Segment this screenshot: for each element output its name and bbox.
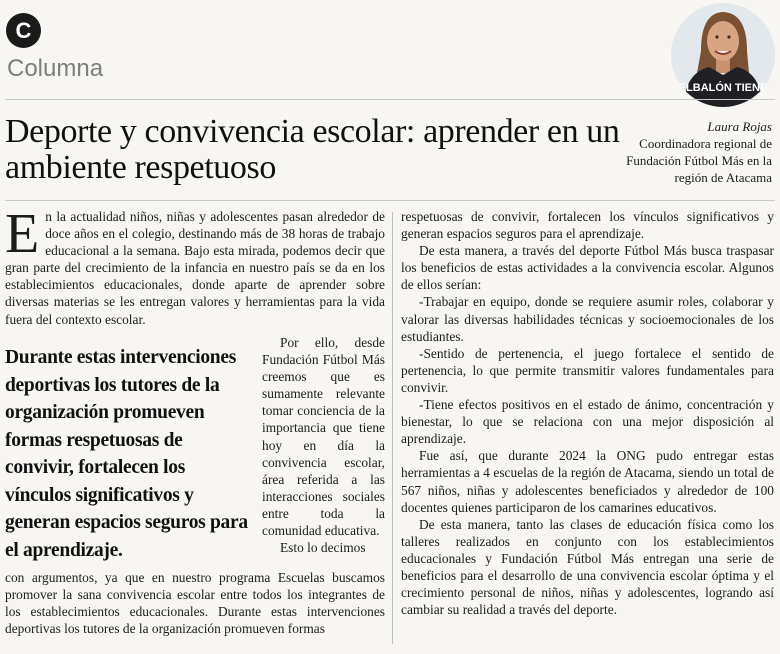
narrow-column bbox=[262, 334, 385, 556]
paragraph-2: Por ello, desde Fundación Fútbol Más creemos que es sumamente relevante tomar conciencia de la importancia que tiene hoy en día la convivencia escolar, área referida a las interacciones sociales entre toda la comunidad educativa. bbox=[262, 335, 385, 539]
paragraph-6: -Sentido de pertenencia, el juego fortalece el sentido de pertenencia, lo que permite transmitir valores fundamentales para convivir. bbox=[401, 345, 774, 395]
header-divider bbox=[5, 99, 775, 100]
section-badge: C bbox=[6, 13, 41, 48]
paragraph-7: -Tiene efectos positivos en el estado de ánimo, concentración y bienestar, lo que se relaciona con una mejor disposición al aprendizaje. bbox=[401, 397, 774, 447]
paragraph-8: Fue así, que durante 2024 la ONG pudo entregar estas herramientas a 4 escuelas de la región de Atacama, siendo un total de 567 niños, niñas y adolescentes beneficiados y alrededor de 100 docentes quienes participaron de los camarines educativos. bbox=[401, 448, 774, 515]
author-name: Laura Rojas bbox=[707, 119, 772, 134]
pull-quote: Durante estas intervenciones deportivas los tutores de la organización promueven formas respetuosas de convivir, fortalecen los vínculos significativos y generan espacios seguros para el aprendizaje. bbox=[5, 347, 248, 561]
drop-cap: E bbox=[5, 203, 40, 265]
left-column-bottom bbox=[5, 569, 385, 637]
author-block bbox=[622, 118, 772, 186]
paragraph-9: De esta manera, tanto las clases de educación física como los talleres realizados en conjunto con los establecimientos educacionales y Fundación Fútbol Más entregan una serie de beneficios para el desarrollo de una convivencia escolar óptima y el crecimiento personal de niños, niñas y adolescentes, logrando así cambiar su realidad a través del deporte. bbox=[401, 516, 774, 618]
paragraph-4: De esta manera, a través del deporte Fútbol Más busca traspasar los beneficios de estas actividades a la convivencia escolar. Algunos de ellos serían: bbox=[401, 243, 774, 293]
author-role: Coordinadora regional de Fundación Fútbol Más en la región de Atacama bbox=[626, 136, 772, 185]
paragraph-3-cont: con argumentos, ya que en nuestro programa Escuelas buscamos promover la sana convivencia escolar entre todos los integrantes de los establecimientos educacionales. Durante estas intervenciones deportivas los tutores de la organización promueven formas bbox=[5, 570, 385, 637]
paragraph-3-start: Esto lo decimos bbox=[280, 540, 366, 556]
column-divider bbox=[392, 212, 393, 644]
left-column-intro bbox=[5, 203, 385, 328]
author-photo bbox=[671, 3, 775, 107]
headline: Deporte y convivencia escolar: aprender en un ambiente respetuoso bbox=[5, 113, 620, 186]
paragraph-3-end: respetuosas de convivir, fortalecen los vínculos significativos y generan espacios seguros para el aprendizaje. bbox=[401, 209, 774, 242]
right-column bbox=[401, 208, 774, 618]
paragraph-1: En la actualidad niños, niñas y adolescentes pasan alrededor de doce años en el colegio, destinando más de 38 horas de trabajo educacional a la semana. Bajo esta mirada, podemos decir que gran parte del crecimiento de la infancia en nuestro país se da en los establecimientos educacionales, donde aparte de aprender sobre diversas materias se les entregan valores y herramientas para la vida fuera del contexto escolar. bbox=[5, 203, 385, 327]
headline-divider bbox=[5, 200, 775, 201]
paragraph-5: -Trabajar en equipo, donde se requiere asumir roles, colaborar y valorar las diversas habilidades técnicas y socioemocionales de los estudiantes. bbox=[401, 294, 774, 344]
shirt-text: ELBALÓN TIENE bbox=[678, 82, 768, 94]
section-label: Columna bbox=[7, 55, 104, 82]
